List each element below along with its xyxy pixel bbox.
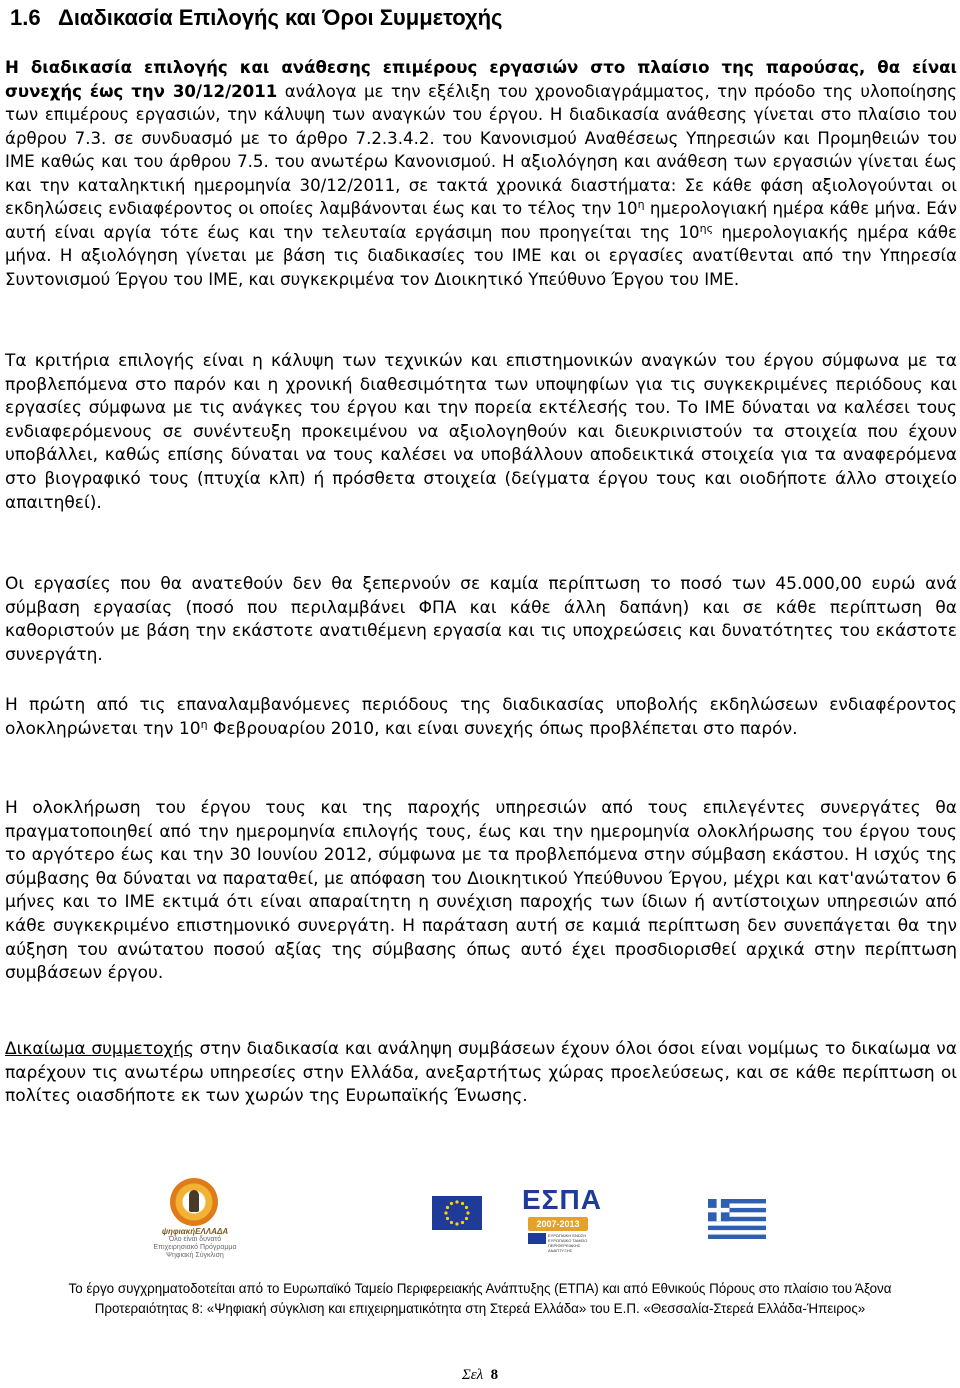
paragraph-eligibility (5, 1038, 957, 1109)
page-number-value: 8 (490, 1367, 499, 1383)
espa-logo (520, 1183, 602, 1253)
paragraph-budget-limit (5, 573, 957, 667)
espa-tagline: ΕΥΡΩΠΑΪΚΗ ΕΝΩΣΗ ΕΥΡΩΠΑΪΚΟ ΤΑΜΕΙΟ ΠΕΡΙΦΕΡΕΙΑΚΗΣ ΑΝΑΠΤΥΞΗΣ (548, 1233, 588, 1253)
paragraph-completion (5, 797, 957, 986)
funding-footer (0, 1279, 960, 1319)
espa-word: ΕΣΠΑ (522, 1184, 602, 1215)
paragraph-text: ημερολογιακή ημέρα κάθε μήνα. Εάν αυτή είναι αργία τότε έως και την τελευταία εργάσιμη που προηγείται της 10 (5, 199, 957, 242)
logo-figure-icon (189, 1190, 199, 1212)
footer-line-1: Το έργο συγχρηματοδοτείται από το Ευρωπαϊκό Ταμείο Περιφερειακής Ανάπτυξης (ΕΤΠΑ) και από Εθνικούς Πόρους στο πλαίσιο του Άξονα (68, 1281, 892, 1296)
paragraph-text: Φεβρουαρίου 2010, και είναι συνεχής όπως προβλέπεται στο παρόν. (207, 718, 798, 739)
paragraph-text: Τα κριτήρια επιλογής είναι η κάλυψη των τεχνικών και επιστημονικών αναγκών του έργου σύμφωνα με τα προβλεπόμενα στο παρόν και η χρονική διαθεσιμότητα των υποψηφίων για τις συγκεκριμένες περιόδους και εργασίες σύμφωνα με τις ανάγκες του έργου και την πορεία εκτέλεσής του. Το ΙΜΕ δύναται να καλέσει τους ενδιαφερόμενους σε συνέντευξη προκειμένου να αξιολογηθούν και διευκρινιστούν τα στοιχεία που έχουν υποβάλλει, καθώς επίσης δύναται να τους καλέσει να υποβάλλουν αποδεικτικά στοιχεία για τα αναφερόμενα στο βιογραφικό τους (πτυχία κλπ) ή πρόσθετα στοιχεία (δείγματα έργου τους και οιοδήποτε άλλο στοιχείο απαιτηθεί). (5, 351, 957, 513)
logo-tagline-text: Όλο είναι δυνατό (168, 1236, 222, 1243)
paragraph-text: ανάλογα με την εξέλιξη του χρονοδιαγράμματος, την πρόοδο της υλοποίησης των επιμέρους εργασιών, την κάλυψη των αναγκών του έργου. Η διαδικασία ανάθεσης γίνεται στο πλαίσιο του άρθρου 7.3. σε συνδυασμό με το άρθρο 7.2.3.4.2. του Κανονισμού Αναθέσεως Υπηρεσιών και Προμηθειών του ΙΜΕ καθώς και του άρθρου 7.5. του ανωτέρω Κανονισμού. Η αξιολόγηση και ανάθεση των εργασιών γίνεται έως και την καταληκτική ημερομηνία 30/12/2011, σε τακτά χρονικά διαστήματα: Σε κάθε φάση αξιολογούνται οι εκδηλώσεις ενδιαφέροντος οι οποίες λαμβάνονται έως και το τέλος την 10 (5, 81, 957, 218)
bold-lead: Η διαδικασία επιλογής και ανάθεσης επιμέρους εργασιών στο πλαίσιο της παρούσας, θα είναι συνεχής έως την 30/12/2011 (5, 58, 957, 101)
ordinal-superscript: η (637, 198, 645, 211)
logo-subtitle-text: Επιχειρησιακό Πρόγραμμα Ψηφιακή Σύγκλιση (153, 1244, 237, 1259)
paragraph-selection-criteria (5, 350, 957, 515)
logo-caption (148, 1228, 242, 1260)
page-number (0, 1366, 960, 1384)
logo-brand-text: ψηφιακήΕΛΛΑΔΑ (161, 1227, 229, 1236)
paragraph-text: Η ολοκλήρωση του έργου τους και της παροχής υπηρεσιών από τους επιλεγέντες συνεργάτες θα πραγματοποιηθεί από την ημερομηνία επιλογής τους, έως και την ημερομηνία ολοκλήρωσης του έργου τους το αργότερο έως και την 30 Ιουνίου 2012, σύμφωνα με τα προβλεπόμενα στην σύμβαση εκάστου. Η ισχύς της σύμβασης θα δύναται να παραταθεί, με απόφαση του Διοικητικού Υπεύθυνου Έργου, μέχρι και κατ'ανώτατον 6 μήνες και το ΙΜΕ εκτιμά ότι είναι απαραίτητη η συνέχιση παροχής των ίδιων ή αντίστοιχων υπηρεσιών από κάθε συγκεκριμένο επιστημονικό συνεργάτη. Η παράταση αυτή σε καμιά περίπτωση δεν συνεπάγεται θα την αύξηση του ανώτατου ποσού αξίας της σύμβασης όπως αυτό έχει προσδιορισθεί αρχικά στην περίπτωση συμβάσεων έργου. (5, 798, 957, 984)
paragraph-text: στην διαδικασία και ανάληψη συμβάσεων έχουν όλοι όσοι είναι νομίμως το δικαίωμα να παρέχουν τις ανωτέρω υπηρεσίες στην Ελλάδα, ανεξαρτήτως χώρας προελεύσεως, και σε κάθε περίπτωση οι πολίτες οιασδήποτε εκ των χωρών της Ευρωπαϊκής Ένωσης. (5, 1039, 957, 1107)
paragraph-first-period (5, 694, 957, 741)
paragraph-text: Οι εργασίες που θα ανατεθούν δεν θα ξεπερνούν σε καμία περίπτωση το ποσό των 45.000,00 ευρώ ανά σύμβαση εργασίας (ποσό που περιλαμβάνει ΦΠΑ και κάθε άλλη δαπάνη) και σε κάθε περίπτωση θα καθοριστούν με βάση την εκάστοτε ανατιθέμενη εργασία και τις υποχρεώσεις και δυνατότητες του εκάστοτε συνεργάτη. (5, 574, 957, 665)
footer-line-2: Προτεραιότητας 8: «Ψηφιακή σύγκλιση και επιχειρηματικότητα στη Στερεά Ελλάδα» του Ε.Π. «Θεσσαλία-Στερεά Ελλάδα-Ήπειρος» (94, 1301, 866, 1316)
paragraph-selection-procedure (5, 56, 957, 291)
paragraph-text: ημερολογιακής ημέρα κάθε μήνα. Η αξιολόγηση γίνεται με βάση τις διαδικασίες του ΙΜΕ και οι εργασίες ανατίθενται από την Υπηρεσία Συντονισμού Έργου του ΙΜΕ, και συγκεκριμένα τον Διοικητικό Υπεύθυνο Έργου του ΙΜΕ. (5, 222, 957, 289)
espa-years: 2007-2013 (528, 1217, 588, 1231)
underlined-lead: Δικαίωμα συμμετοχής (5, 1039, 194, 1059)
paragraph-text: Η πρώτη από τις επαναλαμβανόμενες περιόδους της διαδικασίας υποβολής εκδηλώσεων ενδιαφέροντος ολοκληρώνεται την 10 (5, 695, 957, 739)
ordinal-superscript: η (200, 717, 208, 731)
espa-eu-flag-icon (528, 1233, 546, 1244)
eu-flag-icon (432, 1196, 482, 1230)
ordinal-superscript: ης (699, 221, 714, 235)
page-number-label: Σελ (461, 1367, 484, 1383)
section-title: Διαδικασία Επιλογής και Όροι Συμμετοχής (58, 5, 503, 30)
digital-greece-logo (148, 1178, 242, 1259)
section-number: 1.6 (10, 5, 41, 30)
section-heading (10, 4, 503, 32)
greek-flag-icon (708, 1199, 766, 1239)
